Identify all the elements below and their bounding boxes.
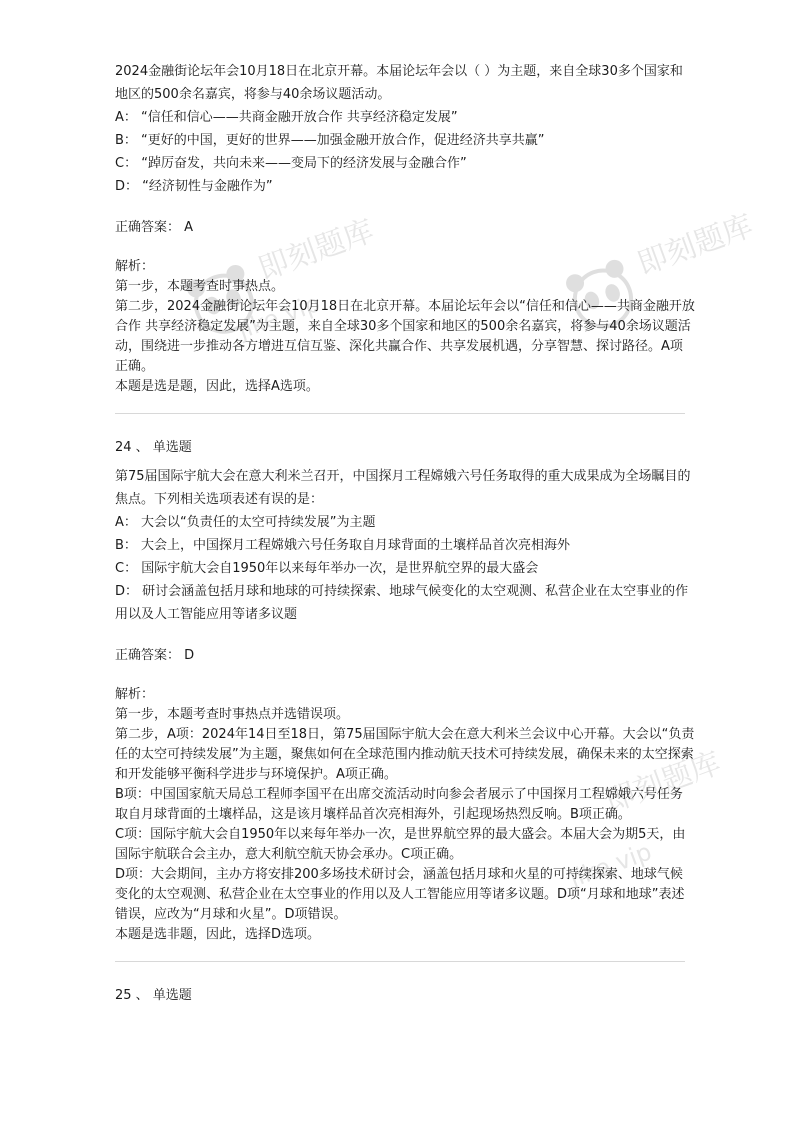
q24-option-d: D： 研讨会涵盖包括月球和地球的可持续探索、地球气候变化的太空观测、私营企业在太空事业的作用以及人工智能应用等诸多议题 (115, 584, 689, 622)
document-page (115, 60, 695, 1013)
divider (115, 413, 685, 414)
q24-header: 24 、 单选题 (115, 440, 192, 455)
q24-analysis-item-b: B项：中国国家航天局总工程师李国平在出席交流活动时向参会者展示了中国探月工程嫦娥六号任务取自月球背面的土壤样品，这是该月壤样品首次亮相海外，引起现场热烈反响。B项正确。 (115, 787, 683, 822)
q24-analysis-step1: 第一步，本题考查时事热点并选错误项。 (115, 707, 350, 722)
q23-option-d: D： “经济韧性与金融作为” (115, 179, 273, 194)
watermark-url: jike.vip (234, 288, 324, 345)
watermark-text: 即刻题库 (253, 213, 379, 288)
q23-option-a: A： “信任和信心——共商金融开放合作 共享经济稳定发展” (115, 110, 458, 125)
q23-analysis (115, 257, 695, 397)
watermark-url: jike.vip (565, 837, 656, 893)
q24-answer: 正确答案： D (115, 648, 195, 663)
q24-option-a: A： 大会以“负责任的太空可持续发展”为主题 (115, 515, 376, 530)
q23-option-c: C： “踔厉奋发，共向未来——变局下的经济发展与金融合作” (115, 156, 467, 171)
q24-option-c: C： 国际宇航大会自1950年以来每年举办一次，是世界航空界的最大盛会 (115, 561, 539, 576)
watermark-text: 即刻题库 (632, 208, 758, 283)
q23-analysis-label: 解析： (115, 259, 155, 274)
q25-header: 25 、 单选题 (115, 988, 192, 1003)
q23-analysis-conclusion: 本题是选是题，因此，选择A选项。 (115, 379, 319, 394)
q24-analysis-item-a: 第二步，A项：2024年14日至18日，第75届国际宇航大会在意大利米兰会议中心开幕。大会以“负责任的太空可持续发展”为主题，聚焦如何在全球范围内推动航天技术可持续发展，确保未来的太空探索和开发能够平衡科学进步与环境保护。A项正确。 (115, 727, 695, 782)
q24-analysis-item-d: D项：大会期间，主办方将安排200多场技术研讨会，涵盖包括月球和火星的可持续探索、地球气候变化的太空观测、私营企业在太空事业的作用以及人工智能应用等诸多议题。D项“月球和地球”表述错误，应改为“月球和火星”。D项错误。 (115, 867, 685, 922)
divider (115, 961, 685, 962)
q24-analysis-label: 解析： (115, 687, 155, 702)
q24-option-b: B： 大会上，中国探月工程嫦娥六号任务取自月球背面的土壤样品首次亮相海外 (115, 538, 571, 553)
q23-stem: 2024金融街论坛年会10月18日在北京开幕。本届论坛年会以（ ）为主题，来自全球30多个国家和地区的500余名嘉宾，将参与40余场议题活动。 (115, 64, 683, 102)
watermark-text: 即刻题库 (600, 745, 726, 820)
q24-analysis-conclusion: 本题是选非题，因此，选择D选项。 (115, 927, 321, 942)
q23-analysis-step1: 第一步，本题考查时事热点。 (115, 279, 285, 294)
q24-analysis-item-c: C项：国际宇航大会自1950年以来每年举办一次，是世界航空界的最大盛会。本届大会为期5天，由国际宇航联合会主办，意大利航空航天协会承办。C项正确。 (115, 827, 686, 862)
q23-analysis-step2: 第二步，2024金融街论坛年会10月18日在北京开幕。本届论坛年会以“信任和信心——共商金融开放合作 共享经济稳定发展”为主题，来自全球30多个国家和地区的500余名嘉宾，将参与40余场议题活动，围绕进一步推动各方增进互信互鉴、深化共赢合作、共享发展机遇，分享智慧、探讨路径。A项正确。 (115, 299, 695, 374)
q24-stem: 第75届国际宇航大会在意大利米兰召开，中国探月工程嫦娥六号任务取得的重大成果成为全场瞩目的焦点。下列相关选项表述有误的是： (115, 469, 691, 507)
q23-answer: 正确答案： A (115, 220, 194, 235)
q24-analysis (115, 685, 695, 945)
q23-option-b: B： “更好的中国，更好的世界——加强金融开放合作，促进经济共享共赢” (115, 133, 545, 148)
